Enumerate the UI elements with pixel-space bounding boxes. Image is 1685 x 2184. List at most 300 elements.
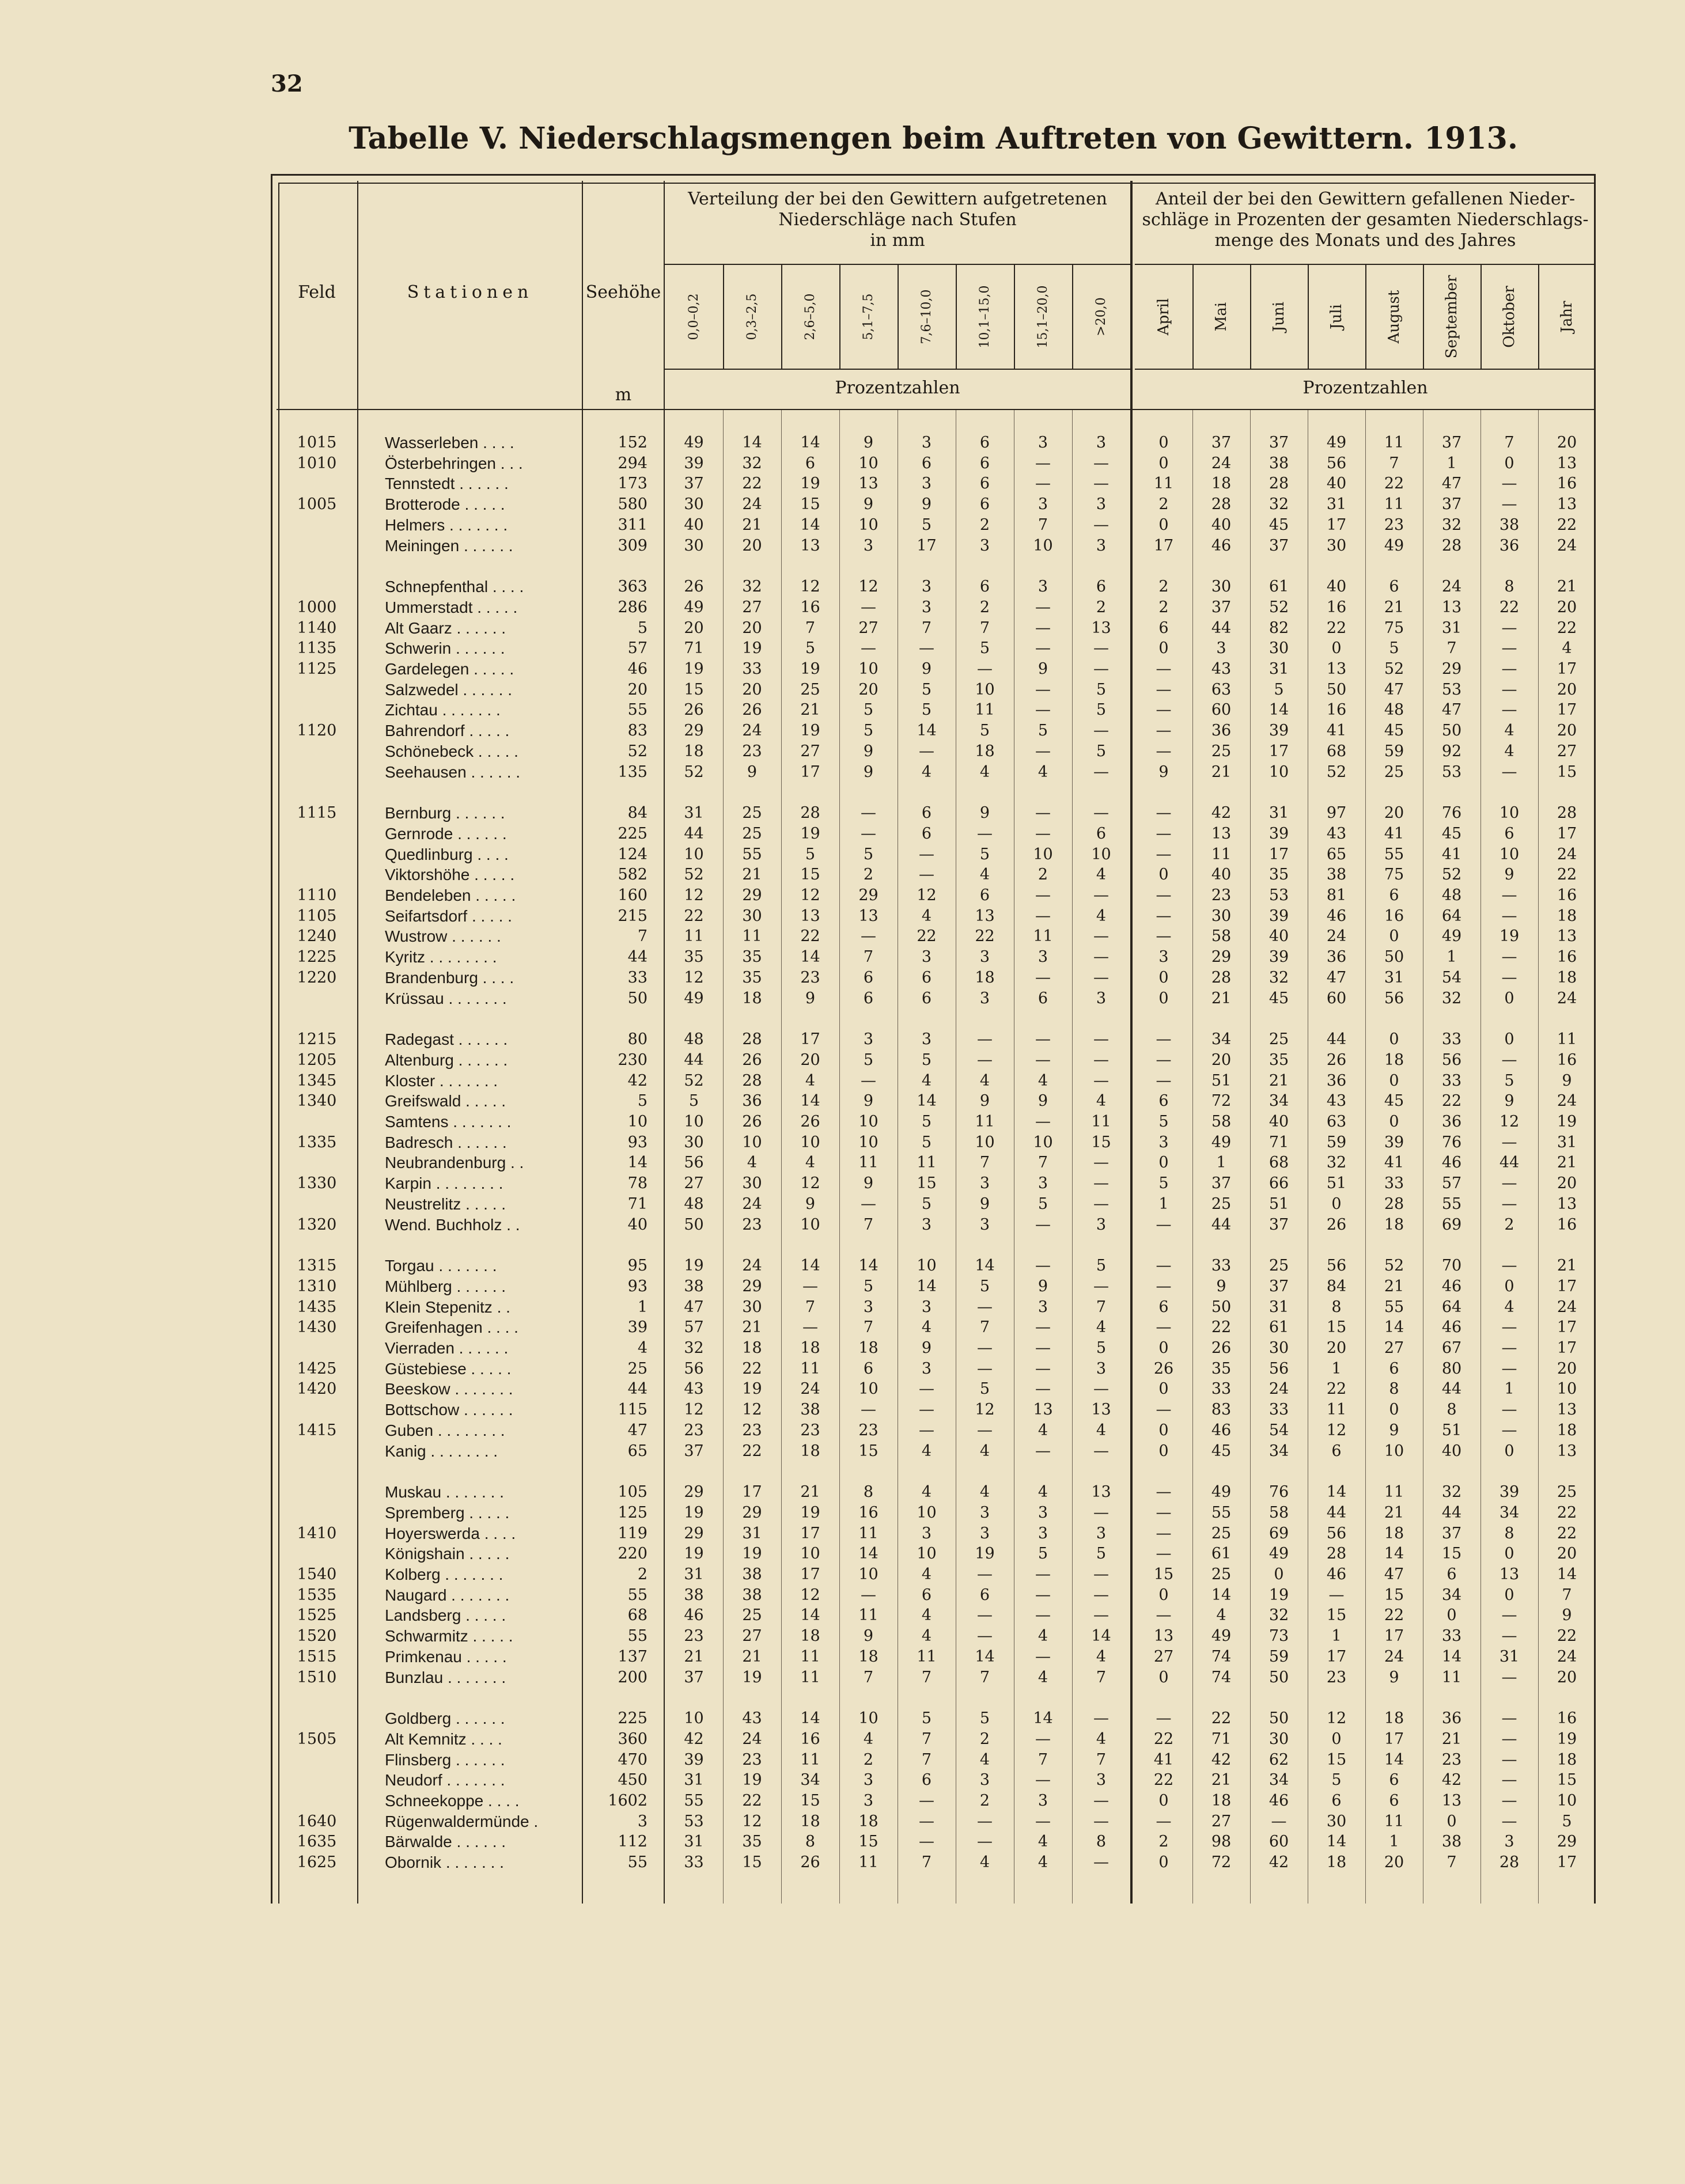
stufe-value-cell: 18 [800,1627,820,1645]
monat-percent-cell: 11 [1153,475,1174,493]
stufe-value-cell: 29 [858,886,879,904]
stufe-value-cell: 2 [863,866,874,884]
stufe-value-cell: 5 [863,1051,874,1069]
stufe-value-cell: — [1093,1812,1109,1830]
seehoehe-cell: 4 [637,1339,648,1357]
stufe-value-cell: 7 [921,1668,932,1686]
monat-percent-cell: 15 [1557,1771,1577,1789]
stufe-value-cell: 6 [979,434,990,452]
table-row [0,824,1685,844]
monat-percent-cell: 24 [1557,845,1577,863]
monat-percent-cell: 42 [1269,1853,1289,1872]
stufe-value-cell: 55 [684,1792,704,1810]
stufe-value-cell: — [1093,722,1109,740]
table-row [0,1730,1685,1749]
stufe-value-cell: 12 [800,886,820,904]
feld-cell [277,824,357,844]
stufe-value-cell: 5 [921,1113,932,1131]
stufe-value-cell: 22 [800,927,820,946]
monat-percent-cell: 22 [1153,1730,1174,1748]
monat-percent-cell: 0 [1331,1195,1342,1213]
monat-percent-cell: 14 [1384,1318,1404,1337]
stufe-value-cell: 9 [1037,1277,1048,1295]
stufe-value-cell: 9 [863,1627,874,1645]
monat-percent-cell: 23 [1326,1668,1347,1686]
table-row [0,1647,1685,1667]
monat-percent-cell: 20 [1557,1668,1577,1686]
stufe-value-cell: 52 [684,1071,704,1090]
stufe-value-cell: 9 [921,660,932,678]
stufe-value-cell: — [1035,1318,1051,1337]
header-stationen: Stationen [407,282,533,302]
monat-percent-cell: 20 [1557,598,1577,616]
monat-percent-cell: — [1156,1812,1172,1830]
units-label-group2: Prozentzahlen [1302,378,1428,398]
table-row [0,1071,1685,1091]
station-cell: Wasserleben . . . . [385,434,514,452]
stufe-value-cell: — [1035,1647,1051,1666]
monat-percent-cell: 21 [1384,1503,1404,1522]
stufe-value-cell: 5 [921,515,932,534]
stufe-value-cell: 6 [863,989,874,1007]
stufe-value-cell: 18 [800,1442,820,1460]
stufe-value-cell: 12 [800,578,820,596]
monat-percent-cell: 18 [1557,907,1577,925]
stufe-value-cell: 15 [684,680,704,699]
stufe-value-cell: 26 [800,1853,820,1872]
monat-column-label: September [1443,275,1460,359]
stufe-value-cell: 6 [863,1359,874,1378]
monat-percent-cell: 19 [1499,927,1520,946]
stufe-value-cell: 4 [1037,1668,1048,1686]
monat-percent-cell: 49 [1211,1627,1232,1645]
monat-percent-cell: 58 [1269,1503,1289,1522]
monat-percent-cell: 0 [1274,1565,1284,1583]
monat-percent-cell: 15 [1326,1750,1347,1769]
stufe-value-cell: 5 [921,1133,932,1151]
stufe-value-cell: 18 [975,742,995,760]
monat-percent-cell: 46 [1441,1277,1462,1295]
table-row [0,1544,1685,1564]
monat-percent-cell: 71 [1211,1730,1232,1748]
feld-cell: 1640 [297,1812,337,1830]
monat-percent-cell: 28 [1441,536,1462,555]
stufe-value-cell: 20 [742,536,762,555]
monat-percent-cell: 24 [1557,1092,1577,1110]
monat-percent-cell: 52 [1384,1257,1404,1275]
monat-percent-cell: — [1156,722,1172,740]
stufe-value-cell: — [919,1812,934,1830]
monat-percent-cell: 20 [1326,1339,1347,1357]
stufe-value-cell: — [861,1586,876,1604]
stufe-value-cell: — [977,660,993,678]
table-row [0,536,1685,556]
stufe-value-cell: 27 [684,1174,704,1193]
station-cell: Helmers . . . . . . . [385,515,508,534]
stufe-value-cell: 13 [1091,1483,1111,1502]
stufe-value-cell: 3 [979,1174,990,1193]
feld-cell: 1625 [297,1853,337,1872]
monat-percent-cell: 11 [1557,1030,1577,1049]
table-row [0,1503,1685,1523]
stufe-value-cell: 4 [747,1154,758,1172]
stufe-value-cell: 19 [684,1545,704,1563]
monat-percent-cell: 2 [1158,1833,1169,1851]
stufe-value-cell: 5 [979,845,990,863]
stufe-value-cell: — [1093,1586,1109,1604]
monat-percent-cell: 1 [1331,1627,1342,1645]
feld-cell: 1205 [297,1051,337,1069]
station-cell: Neubrandenburg . . [385,1154,524,1172]
seehoehe-cell: 112 [618,1833,648,1851]
monat-percent-cell: 55 [1384,845,1404,863]
seehoehe-cell: 93 [627,1133,648,1151]
stufe-value-cell: 19 [800,660,820,678]
stufe-value-cell: 22 [742,475,762,493]
monat-percent-cell: 24 [1211,454,1232,472]
monat-percent-cell: 39 [1499,1483,1520,1502]
stufe-value-cell: — [1035,701,1051,719]
stufe-value-cell: 49 [684,598,704,616]
station-cell: Bottschow . . . . . . [385,1401,513,1419]
stufe-value-cell: — [919,845,934,863]
monat-percent-cell: — [1501,1318,1517,1337]
stufe-value-cell: 10 [917,1503,937,1522]
stufe-value-cell: 23 [684,1627,704,1645]
stufe-value-cell: 3 [979,1503,990,1522]
station-cell: Seifartsdorf . . . . . [385,907,512,925]
monat-percent-cell: 13 [1557,495,1577,514]
stufe-value-cell: 9 [863,763,874,781]
monat-percent-cell: 46 [1441,1318,1462,1337]
table-row [0,577,1685,597]
monat-percent-cell: — [1501,680,1517,699]
stufe-value-cell: 14 [800,434,820,452]
stufe-value-cell: 37 [684,1668,704,1686]
monat-percent-cell: 5 [1562,1812,1572,1830]
monat-percent-cell: 46 [1441,1154,1462,1172]
table-row [0,495,1685,514]
monat-column-label: Juli [1328,304,1345,329]
monat-percent-cell: 17 [1326,515,1347,534]
monat-percent-cell: 14 [1557,1565,1577,1583]
monat-percent-cell: 11 [1384,1483,1404,1502]
feld-cell: 1415 [297,1421,337,1439]
monat-percent-cell: 21 [1557,1257,1577,1275]
monat-percent-cell: 12 [1499,1113,1520,1131]
stufe-value-cell: 3 [921,578,932,596]
stufe-value-cell: 12 [975,1401,995,1419]
monat-percent-cell: 20 [1557,680,1577,699]
monat-percent-cell: 26 [1153,1359,1174,1378]
monat-percent-cell: 0 [1158,866,1169,884]
monat-percent-cell: 44 [1326,1030,1347,1049]
stufe-value-cell: 23 [742,1421,762,1439]
stufe-column-label: 2,6–5,0 [802,293,817,340]
seehoehe-cell: 95 [627,1257,648,1275]
monat-percent-cell: 38 [1326,866,1347,884]
station-cell: Mühlberg . . . . . . [385,1277,506,1295]
monat-percent-cell: 61 [1269,1318,1289,1337]
monat-percent-cell: 17 [1269,845,1289,863]
monat-percent-cell: 25 [1269,1257,1289,1275]
stufe-value-cell: — [919,742,934,760]
monat-percent-cell: 6 [1504,824,1514,843]
stufe-value-cell: 4 [1037,1627,1048,1645]
monat-percent-cell: — [1501,1771,1517,1789]
stufe-value-cell: 21 [800,701,820,719]
monat-percent-cell: 61 [1211,1545,1232,1563]
stufe-value-cell: 26 [684,701,704,719]
feld-cell: 1535 [297,1586,337,1604]
stufe-value-cell: 18 [858,1812,879,1830]
monat-percent-cell: 41 [1153,1750,1174,1769]
monat-percent-cell: 0 [1158,1380,1169,1398]
table-row [0,1482,1685,1502]
stufe-value-cell: 27 [742,598,762,616]
feld-cell: 1010 [297,454,337,472]
stufe-value-cell: 44 [684,824,704,843]
monat-percent-cell: 26 [1326,1051,1347,1069]
monat-percent-cell: 32 [1269,968,1289,987]
monat-percent-cell: 64 [1441,907,1462,925]
monat-percent-cell: — [1501,1174,1517,1193]
monat-percent-cell: 25 [1269,1030,1289,1049]
table-row [0,1709,1685,1728]
monat-percent-cell: 44 [1441,1503,1462,1522]
monat-percent-cell: 8 [1504,578,1514,596]
monat-percent-cell: 17 [1153,536,1174,555]
stufe-value-cell: — [1035,639,1051,658]
monat-percent-cell: 27 [1211,1812,1232,1830]
monat-percent-cell: 4 [1216,1606,1226,1625]
stufe-value-cell: 6 [979,578,990,596]
stufe-value-cell: 5 [1096,1257,1107,1275]
stufe-value-cell: 5 [979,722,990,740]
table-row [0,1791,1685,1811]
table-row [0,1379,1685,1399]
monat-percent-cell: 31 [1326,495,1347,514]
monat-percent-cell: — [1156,1215,1172,1234]
monat-percent-cell: 9 [1562,1606,1572,1625]
monat-percent-cell: 60 [1211,701,1232,719]
stufe-value-cell: 20 [742,680,762,699]
monat-percent-cell: 24 [1557,1298,1577,1316]
monat-percent-cell: 22 [1557,619,1577,637]
monat-percent-cell: — [1501,1606,1517,1625]
monat-percent-cell: 21 [1557,1154,1577,1172]
monat-percent-cell: — [1156,824,1172,843]
monat-percent-cell: 17 [1326,1647,1347,1666]
header-feld: Feld [298,282,336,302]
stufe-value-cell: — [1035,1730,1051,1748]
seehoehe-cell: 65 [627,1442,648,1460]
feld-cell [277,1195,357,1214]
stufe-value-cell: 3 [1096,536,1107,555]
monat-percent-cell: 21 [1557,578,1577,596]
stufe-value-cell: 19 [742,1668,762,1686]
stufe-value-cell: 23 [800,968,820,987]
stufe-value-cell: — [1035,598,1051,616]
stufe-value-cell: 20 [684,619,704,637]
stufe-value-cell: 11 [800,1668,820,1686]
stufe-value-cell: 35 [742,968,762,987]
monat-percent-cell: 67 [1441,1339,1462,1357]
monat-percent-cell: — [1501,1627,1517,1645]
monat-percent-cell: 74 [1211,1647,1232,1666]
monat-percent-cell: 56 [1326,1257,1347,1275]
stufe-value-cell: — [1093,1071,1109,1090]
seehoehe-cell: 40 [627,1215,648,1234]
stufe-value-cell: 3 [1096,1359,1107,1378]
stufe-value-cell: — [1035,1812,1051,1830]
seehoehe-cell: 580 [618,495,648,514]
monat-percent-cell: — [1501,1195,1517,1213]
monat-percent-cell: 6 [1158,1092,1169,1110]
stufe-value-cell: 3 [979,948,990,966]
stufe-value-cell: 4 [921,1627,932,1645]
seehoehe-cell: 80 [627,1030,648,1049]
monat-percent-cell: 22 [1441,1092,1462,1110]
stufe-value-cell: — [919,866,934,884]
monat-percent-cell: 31 [1269,660,1289,678]
monat-percent-cell: 13 [1211,824,1232,843]
monat-percent-cell: 45 [1211,1442,1232,1460]
stufe-value-cell: 30 [742,1174,762,1193]
stufe-value-cell: 4 [979,1853,990,1872]
monat-percent-cell: 48 [1384,701,1404,719]
monat-percent-cell: 9 [1216,1277,1226,1295]
stufe-value-cell: 5 [921,680,932,699]
feld-cell [277,536,357,556]
table-row [0,907,1685,926]
monat-percent-cell: 21 [1211,989,1232,1007]
monat-percent-cell: 24 [1557,989,1577,1007]
monat-percent-cell: 33 [1441,1030,1462,1049]
stufe-value-cell: — [919,1792,934,1810]
stufe-value-cell: 3 [921,1298,932,1316]
stufe-value-cell: 20 [858,680,879,699]
stufe-value-cell: 3 [863,1771,874,1789]
station-cell: Landsberg . . . . . [385,1606,506,1625]
table-row [0,1318,1685,1337]
stufe-value-cell: 4 [979,1442,990,1460]
monat-percent-cell: — [1156,1277,1172,1295]
station-cell: Zichtau . . . . . . . [385,701,501,719]
stufe-value-cell: 5 [805,845,816,863]
monat-percent-cell: 72 [1211,1092,1232,1110]
table-row [0,1256,1685,1276]
station-cell: Quedlinburg . . . . [385,845,509,863]
monat-percent-cell: 22 [1153,1771,1174,1789]
stufe-value-cell: — [919,639,934,658]
table-row [0,1174,1685,1193]
table-row [0,1277,1685,1296]
stufe-value-cell: 10 [858,660,879,678]
monat-percent-cell: 22 [1499,598,1520,616]
monat-percent-cell: 1 [1216,1154,1226,1172]
monat-percent-cell: 45 [1269,989,1289,1007]
stufe-value-cell: — [861,1195,876,1213]
feld-cell: 1525 [297,1606,337,1625]
monat-percent-cell: 16 [1557,886,1577,904]
monat-column-label: August [1385,290,1403,344]
monat-percent-cell: 5 [1389,639,1399,658]
monat-percent-cell: 59 [1326,1133,1347,1151]
station-cell: Schneekoppe . . . . [385,1792,520,1810]
station-cell: Österbehringen . . . [385,454,523,472]
monat-percent-cell: 69 [1269,1524,1289,1542]
stufe-value-cell: 22 [742,1792,762,1810]
monat-percent-cell: 55 [1441,1195,1462,1213]
monat-percent-cell: 16 [1326,701,1347,719]
stufe-value-cell: — [1093,1565,1109,1583]
stufe-value-cell: 25 [800,680,820,699]
monat-percent-cell: 49 [1211,1483,1232,1502]
stufe-value-cell: 4 [921,1442,932,1460]
stufe-value-cell: — [1093,1277,1109,1295]
stufe-value-cell: 3 [979,1524,990,1542]
monat-percent-cell: 13 [1557,454,1577,472]
station-cell: Bernburg . . . . . . [385,804,505,822]
stufe-value-cell: 15 [800,866,820,884]
feld-cell: 1220 [297,968,337,987]
table-row [0,886,1685,905]
stufe-value-cell: 3 [921,1030,932,1049]
station-cell: Alt Kemnitz . . . . [385,1730,502,1748]
stufe-value-cell: 30 [684,1133,704,1151]
stufe-value-cell: 7 [921,1730,932,1748]
station-cell: Samtens . . . . . . . [385,1113,512,1131]
monat-percent-cell: 43 [1211,660,1232,678]
stufe-value-cell: 15 [1091,1133,1111,1151]
stufe-value-cell: 13 [858,907,879,925]
stufe-value-cell: 12 [800,1174,820,1193]
monat-percent-cell: 9 [1504,866,1514,884]
stufe-value-cell: 38 [684,1586,704,1604]
stufe-value-cell: 18 [742,989,762,1007]
feld-cell [277,474,357,494]
monat-percent-cell: 51 [1211,1071,1232,1090]
monat-percent-cell: 40 [1269,927,1289,946]
monat-percent-cell: 28 [1557,804,1577,822]
seehoehe-cell: 52 [627,742,648,760]
monat-column-label: Oktober [1501,286,1518,348]
table-row [0,515,1685,535]
stufe-value-cell: 7 [805,619,816,637]
stufe-value-cell: — [1035,680,1051,699]
monat-percent-cell: 16 [1557,1051,1577,1069]
stufe-value-cell: 31 [742,1524,762,1542]
seehoehe-cell: 44 [627,1380,648,1398]
monat-percent-cell: 0 [1504,1277,1514,1295]
stufe-value-cell: — [977,1627,993,1645]
stufe-value-cell: 22 [742,1442,762,1460]
stufe-column-label: 7,6–10,0 [919,289,934,344]
monat-percent-cell: 28 [1499,1853,1520,1872]
feld-cell: 1330 [297,1174,337,1193]
table-row [0,1051,1685,1070]
stufe-value-cell: — [802,1277,818,1295]
stufe-value-cell: 7 [863,1215,874,1234]
stufe-value-cell: 25 [742,804,762,822]
table-row [0,619,1685,638]
station-cell: Meiningen . . . . . . [385,536,513,555]
monat-percent-cell: 40 [1211,515,1232,534]
monat-percent-cell: 35 [1211,1359,1232,1378]
monat-percent-cell: 8 [1447,1401,1457,1419]
station-cell: Klein Stepenitz . . [385,1298,510,1316]
